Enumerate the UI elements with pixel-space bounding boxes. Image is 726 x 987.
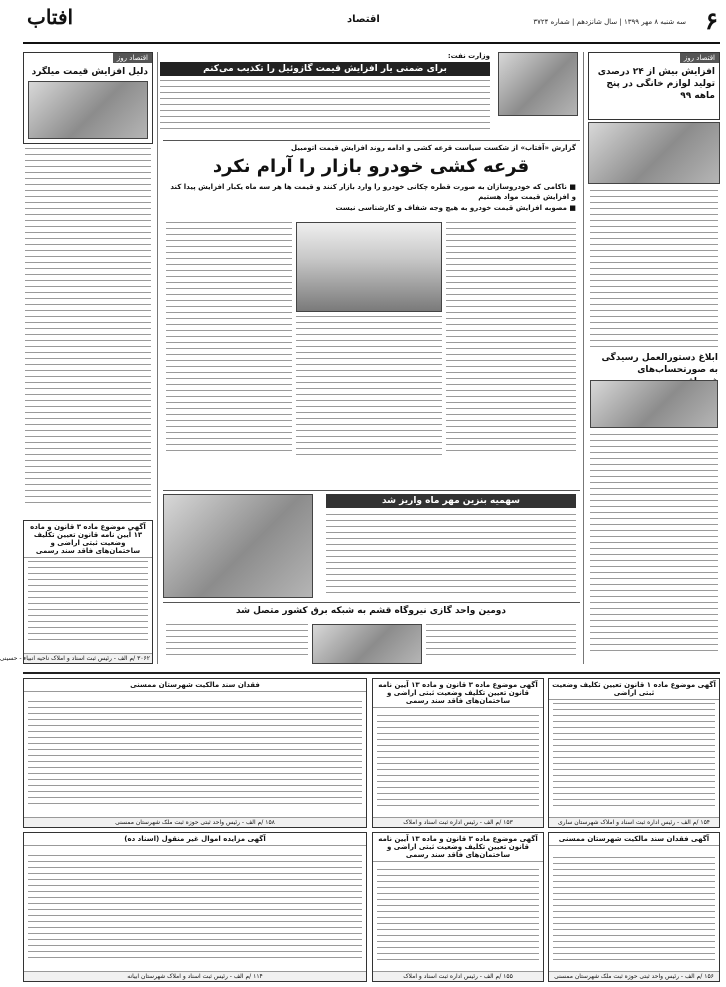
masthead-rule <box>23 42 720 44</box>
gas-pump-photo <box>163 494 313 598</box>
notice-body <box>28 561 148 651</box>
main-kicker: گزارش «آفتاب» از شکست سیاست قرعه کشی و ادامه روند افزایش قیمت اتومبیل <box>290 144 576 152</box>
column-divider-left <box>157 52 158 664</box>
notice-5 <box>23 832 367 982</box>
main-headline: قرعه کشی خودرو بازار را آرام نکرد <box>212 156 530 177</box>
notice-left <box>0 520 153 664</box>
notice-3 <box>372 832 544 982</box>
notice-body <box>28 701 362 811</box>
notice-body <box>553 857 715 965</box>
rebar-photo <box>28 81 148 139</box>
notice-4 <box>23 678 367 828</box>
bottom-text-1 <box>426 624 576 664</box>
notice-body <box>553 703 715 811</box>
notice-title: آگهی موضوع ماده ۳ قانون و ماده ۱۳ آیین نامه قانون تعیین تکلیف وضعیت ثبتی اراضی و ساختمان‌های فاقد سند رسمی <box>373 833 543 862</box>
notice-title: آگهی موضوع ماده ۱ قانون تعیین تکلیف وضعیت ثبتی اراضی <box>549 679 719 700</box>
notice-title: آگهی مزایده اموال غیر منقول (اسناد ده) <box>24 833 366 846</box>
right-column-text-2 <box>590 434 718 662</box>
newspaper-logo: افتاب <box>27 5 74 29</box>
official-portrait-photo <box>590 380 718 428</box>
notice-footer: ۱۵۳ /م الف - رئیس اداره ثبت اسناد و املاک <box>373 817 543 827</box>
top-center-kicker: وزارت نفت: <box>447 52 490 60</box>
power-plant-photo <box>312 624 422 664</box>
factory-photo <box>588 122 720 184</box>
minister-photo <box>498 52 578 116</box>
section-tag: اقتصاد روز <box>680 53 719 63</box>
top-left-article <box>23 52 153 144</box>
bottom-headline: دومین واحد گازی نیروگاه قشم به شبکه برق کشور متصل شد <box>235 606 507 616</box>
notice-body <box>28 855 362 965</box>
notice-footer: ۱۵۸ /م الف - رئیس واحد ثبتی حوزه ثبت ملک شهرستان ممسنی <box>24 817 366 827</box>
dateline: سه شنبه ۸ مهر ۱۳۹۹ | سال شانزدهم | شماره ۳۷۲۴ <box>533 18 686 26</box>
main-column-1 <box>446 222 576 462</box>
main-lead: ■ ناکامی که خودروسازان به صورت قطره چکانی خودرو را وارد بازار کنند و قیمت ها هر سه ماه یکبار افزایش پیدا کند و افزایش قیمت مواد هستیم <box>170 183 576 201</box>
main-lead-2: ■ مصوبه افزایش قیمت خودرو به هیچ وجه شفاف و کارشناسی نیست <box>335 204 576 212</box>
main-top-rule <box>163 140 580 141</box>
section-title: اقتصاد <box>347 14 380 25</box>
bottom-text-2 <box>166 624 308 664</box>
main-column-2 <box>296 316 442 462</box>
top-right-article <box>588 52 720 120</box>
top-right-headline: افزایش بیش از ۲۴ درصدی تولید لوازم خانگی در پنج ماهه ۹۹ <box>597 67 715 101</box>
column-divider <box>583 52 584 664</box>
notice-footer: ۱۵۴ /م الف - رئیس اداره ثبت اسناد و املاک شهرستان ساری <box>549 817 719 827</box>
notice-title: آگهی موضوع ماده ۳ قانون و ماده ۱۳ آیین نامه قانون تعیین تکلیف وضعیت ثبتی اراضی و ساختمان‌های فاقد سند رسمی <box>24 521 152 558</box>
notice-body <box>377 715 539 811</box>
masthead <box>17 0 726 46</box>
notice-footer: ۱۵۶ /م الف - رئیس واحد ثبتی حوزه ثبت ملک شهرستان ممسنی <box>549 971 719 981</box>
notice-6 <box>548 832 720 982</box>
middle-headline: سهمیه بنزین مهر ماه واریز شد <box>326 494 576 508</box>
page-number: ۶ <box>705 6 718 35</box>
middle-text <box>326 514 576 598</box>
notice-2 <box>372 678 544 828</box>
notice-title: فقدان سند مالکیت شهرستان ممسنی <box>24 679 366 692</box>
bottom-rule <box>163 602 580 603</box>
notices-rule <box>23 672 720 674</box>
car-photo <box>296 222 442 312</box>
top-center-headline: برای ضمنی یار افزایش قیمت گازوئیل را تکذیب می‌کنم <box>160 62 490 76</box>
main-column-3 <box>166 222 292 462</box>
notice-1 <box>548 678 720 828</box>
top-center-text <box>160 80 490 136</box>
notice-title: آگهی موضوع ماده ۳ قانون و ماده ۱۳ آیین نامه قانون تعیین تکلیف وضعیت ثبتی اراضی و ساختمان‌های فاقد سند رسمی <box>373 679 543 708</box>
notice-body <box>377 869 539 965</box>
middle-rule <box>163 490 580 491</box>
left-column-text <box>25 148 151 518</box>
right-sub-headline: ابلاغ دستورالعمل رسیدگی به صورتحساب‌های <box>590 352 718 388</box>
notice-title: آگهی فقدان سند مالکیت شهرستان ممسنی <box>549 833 719 846</box>
top-left-headline: دلیل افزایش قیمت میلگرد <box>31 67 148 77</box>
notice-footer: ۳۰۶۲ /م الف - رئیس ثبت اسناد و املاک ناحیه انبیاء - حسینی <box>0 655 150 662</box>
notice-footer: ۱۱۴ /م الف - رئیس ثبت اسناد و املاک شهرستان ابیانه <box>24 971 366 981</box>
notice-footer: ۱۵۵ /م الف - رئیس اداره ثبت اسناد و املاک <box>373 971 543 981</box>
section-tag-left: اقتصاد روز <box>113 53 152 63</box>
